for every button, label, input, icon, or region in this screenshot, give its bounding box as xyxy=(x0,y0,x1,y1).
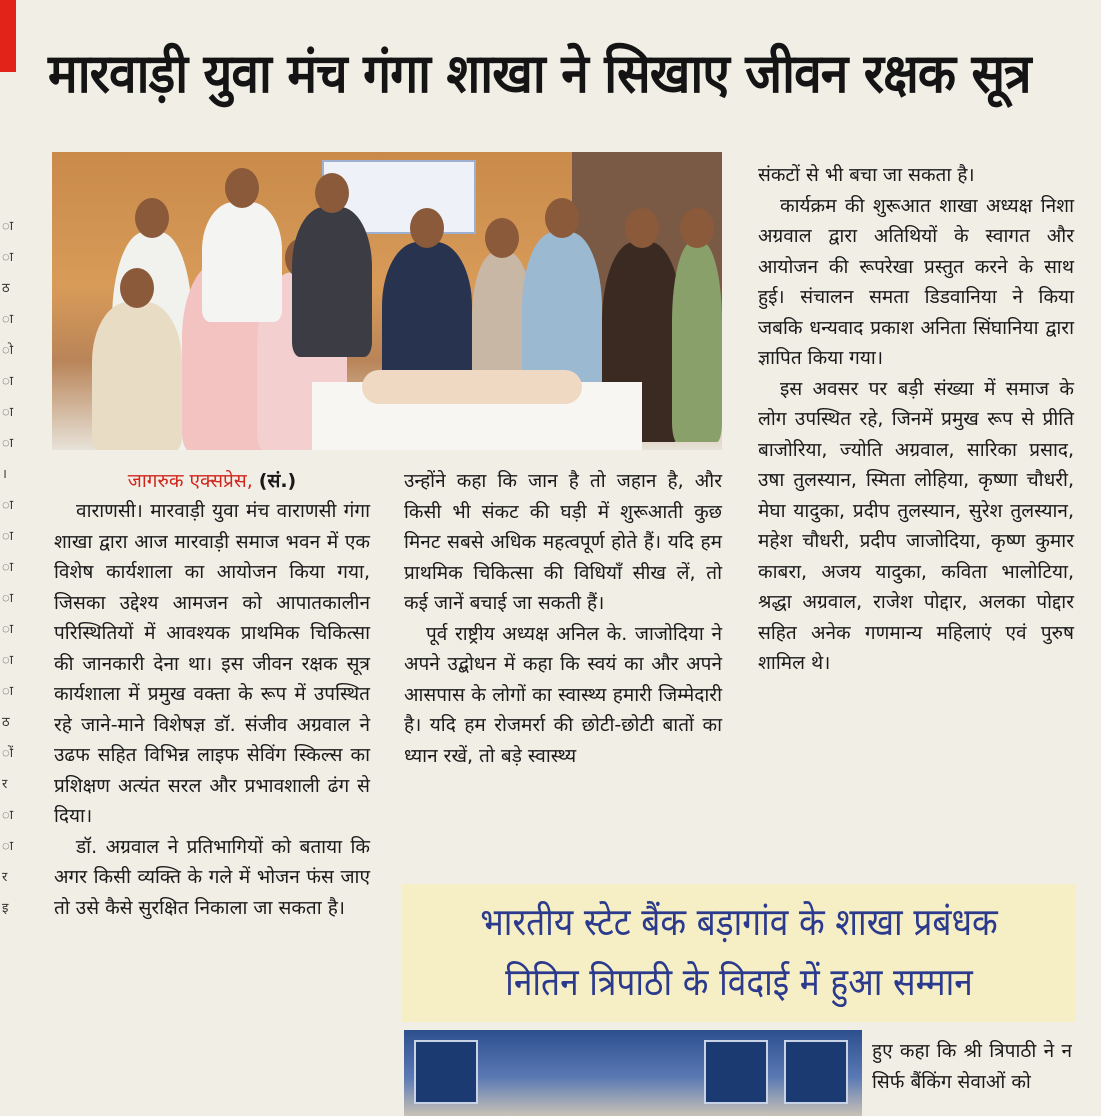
adjacent-column-glyph: ा xyxy=(2,405,14,420)
article-column-3 xyxy=(758,160,1074,679)
adjacent-column-glyph: ो xyxy=(2,343,14,358)
photo-person xyxy=(202,202,282,322)
paragraph: हुए कहा कि श्री त्रिपाठी ने न सिर्फ बैंकिंग सेवाओं को xyxy=(872,1040,1072,1093)
red-margin-bar xyxy=(0,0,16,72)
article-column-2 xyxy=(404,466,722,771)
paragraph: पूर्व राष्ट्रीय अध्यक्ष अनिल के. जाजोदिया ने अपने उद्बोधन में कहा कि स्वयं का और अपने आसपास के लोगों का स्वास्थ्य हमारी जिम्मेदारी है। यदि हम रोजमर्रा की छोटी-छोटी बातों का ध्यान रखें, तो बड़े स्वास्थ्य xyxy=(404,622,722,767)
paragraph: इस अवसर पर बड़ी संख्या में समाज के लोग उपस्थित रहे, जिनमें प्रमुख रूप से प्रीति बाजोरिया, ज्योति अग्रवाल, सारिका प्रसाद, उषा तुलस्यान, स्मिता लोहिया, कृष्णा चौधरी, मेघा यादुका, प्रदीप तुलस्यान, सुरेश तुलस्यान, महेश चौधरी, प्रदीप जाजोदिया, कृष्ण कुमार काबरा, अजय यादुका, कविता भालोटिया, श्रद्धा अग्रवाल, राजेश पोद्दार, अलका पोद्दार सहित अनेक गणमान्य महिलाएं एवं पुरुष शामिल थे। xyxy=(758,377,1074,674)
adjacent-column-glyph: ठ xyxy=(2,715,10,730)
main-headline: मारवाड़ी युवा मंच गंगा शाखा ने सिखाए जीवन रक्षक सूत्र xyxy=(48,42,1031,105)
adjacent-column-glyph: ों xyxy=(2,746,14,761)
adjacent-column-glyph: । xyxy=(2,467,7,482)
photo-panel xyxy=(414,1040,478,1104)
article-column-4 xyxy=(872,1036,1072,1116)
cpr-manikin xyxy=(362,370,582,404)
photo-person xyxy=(292,207,372,357)
adjacent-column-glyph: ा xyxy=(2,653,14,668)
adjacent-column-glyph: ा xyxy=(2,808,14,823)
byline xyxy=(54,466,370,496)
adjacent-column-glyph: इ xyxy=(2,901,9,916)
adjacent-column-glyph: ा xyxy=(2,498,14,513)
adjacent-column-edge xyxy=(0,86,14,1116)
paragraph: कार्यक्रम की शुरूआत शाखा अध्यक्ष निशा अग्रवाल द्वारा अतिथियों के स्वागत और आयोजन की रूपरेखा प्रस्तुत करने के साथ हुई। संचालन समता डिडवानिया ने किया जबकि धन्यवाद प्रकाश अनिता सिंघानिया द्वारा ज्ञापित किया गया। xyxy=(758,194,1074,369)
bank-photo xyxy=(404,1030,862,1116)
adjacent-column-glyph: ा xyxy=(2,622,14,637)
adjacent-column-glyph: ा xyxy=(2,684,14,699)
second-headline xyxy=(402,884,1076,1022)
adjacent-column-glyph: ा xyxy=(2,839,14,854)
photo-panel xyxy=(784,1040,848,1104)
adjacent-column-glyph: ा xyxy=(2,529,14,544)
adjacent-column-glyph: ा xyxy=(2,560,14,575)
adjacent-column-glyph: ा xyxy=(2,312,14,327)
adjacent-column-glyph: ा xyxy=(2,219,14,234)
adjacent-column-glyph: ा xyxy=(2,591,14,606)
adjacent-column-glyph: ा xyxy=(2,250,14,265)
second-headline-line2: नितिन त्रिपाठी के विदाई में हुआ सम्मान xyxy=(505,960,973,1004)
article-column-1 xyxy=(54,466,370,923)
paragraph: वाराणसी। मारवाड़ी युवा मंच वाराणसी गंगा शाखा द्वारा आज मारवाड़ी समाज भवन में एक विशेष कार्यशाला का आयोजन किया गया, जिसका उद्देश्य आमजन को आपातकालीन परिस्थितियों में आवश्यक प्राथमिक चिकित्सा की जानकारी देना था। इस जीवन रक्षक सूत्र कार्यशाला में प्रमुख वक्ता के रूप में उपस्थित रहे जाने-माने विशेषज्ञ डॉ. संजीव अग्रवाल ने उढफ सहित विभिन्न लाइफ सेविंग स्किल्स का प्रशिक्षण अत्यंत सरल और प्रभावशाली ढंग से दिया। xyxy=(54,500,370,827)
adjacent-column-glyph: र xyxy=(2,870,8,885)
photo-person xyxy=(92,302,182,450)
paragraph: उन्होंने कहा कि जान है तो जहान है, और किसी भी संकट की घड़ी में शुरूआती कुछ मिनट सबसे अधिक महत्वपूर्ण होते हैं। यदि हम प्राथमिक चिकित्सा की विधियाँ सीख लें, तो कई जानें बचाई जा सकती हैं। xyxy=(404,470,722,614)
paragraph: डॉ. अग्रवाल ने प्रतिभागियों को बताया कि अगर किसी व्यक्ति के गले में भोजन फंस जाए तो उसे कैसे सुरक्षित निकाला जा सकता है। xyxy=(54,835,370,919)
adjacent-column-glyph: ा xyxy=(2,436,14,451)
second-headline-line1: भारतीय स्टेट बैंक बड़ागांव के शाखा प्रबंधक xyxy=(480,900,998,944)
adjacent-column-glyph: र xyxy=(2,777,8,792)
adjacent-column-glyph: ा xyxy=(2,374,14,389)
adjacent-column-glyph: ठ xyxy=(2,281,10,296)
paragraph: संकटों से भी बचा जा सकता है। xyxy=(758,164,975,186)
byline-source: जागरुक एक्सप्रेस, xyxy=(127,470,253,492)
workshop-photo xyxy=(52,152,722,450)
byline-tag: (सं.) xyxy=(258,470,297,492)
photo-panel xyxy=(704,1040,768,1104)
photo-person xyxy=(672,242,722,442)
